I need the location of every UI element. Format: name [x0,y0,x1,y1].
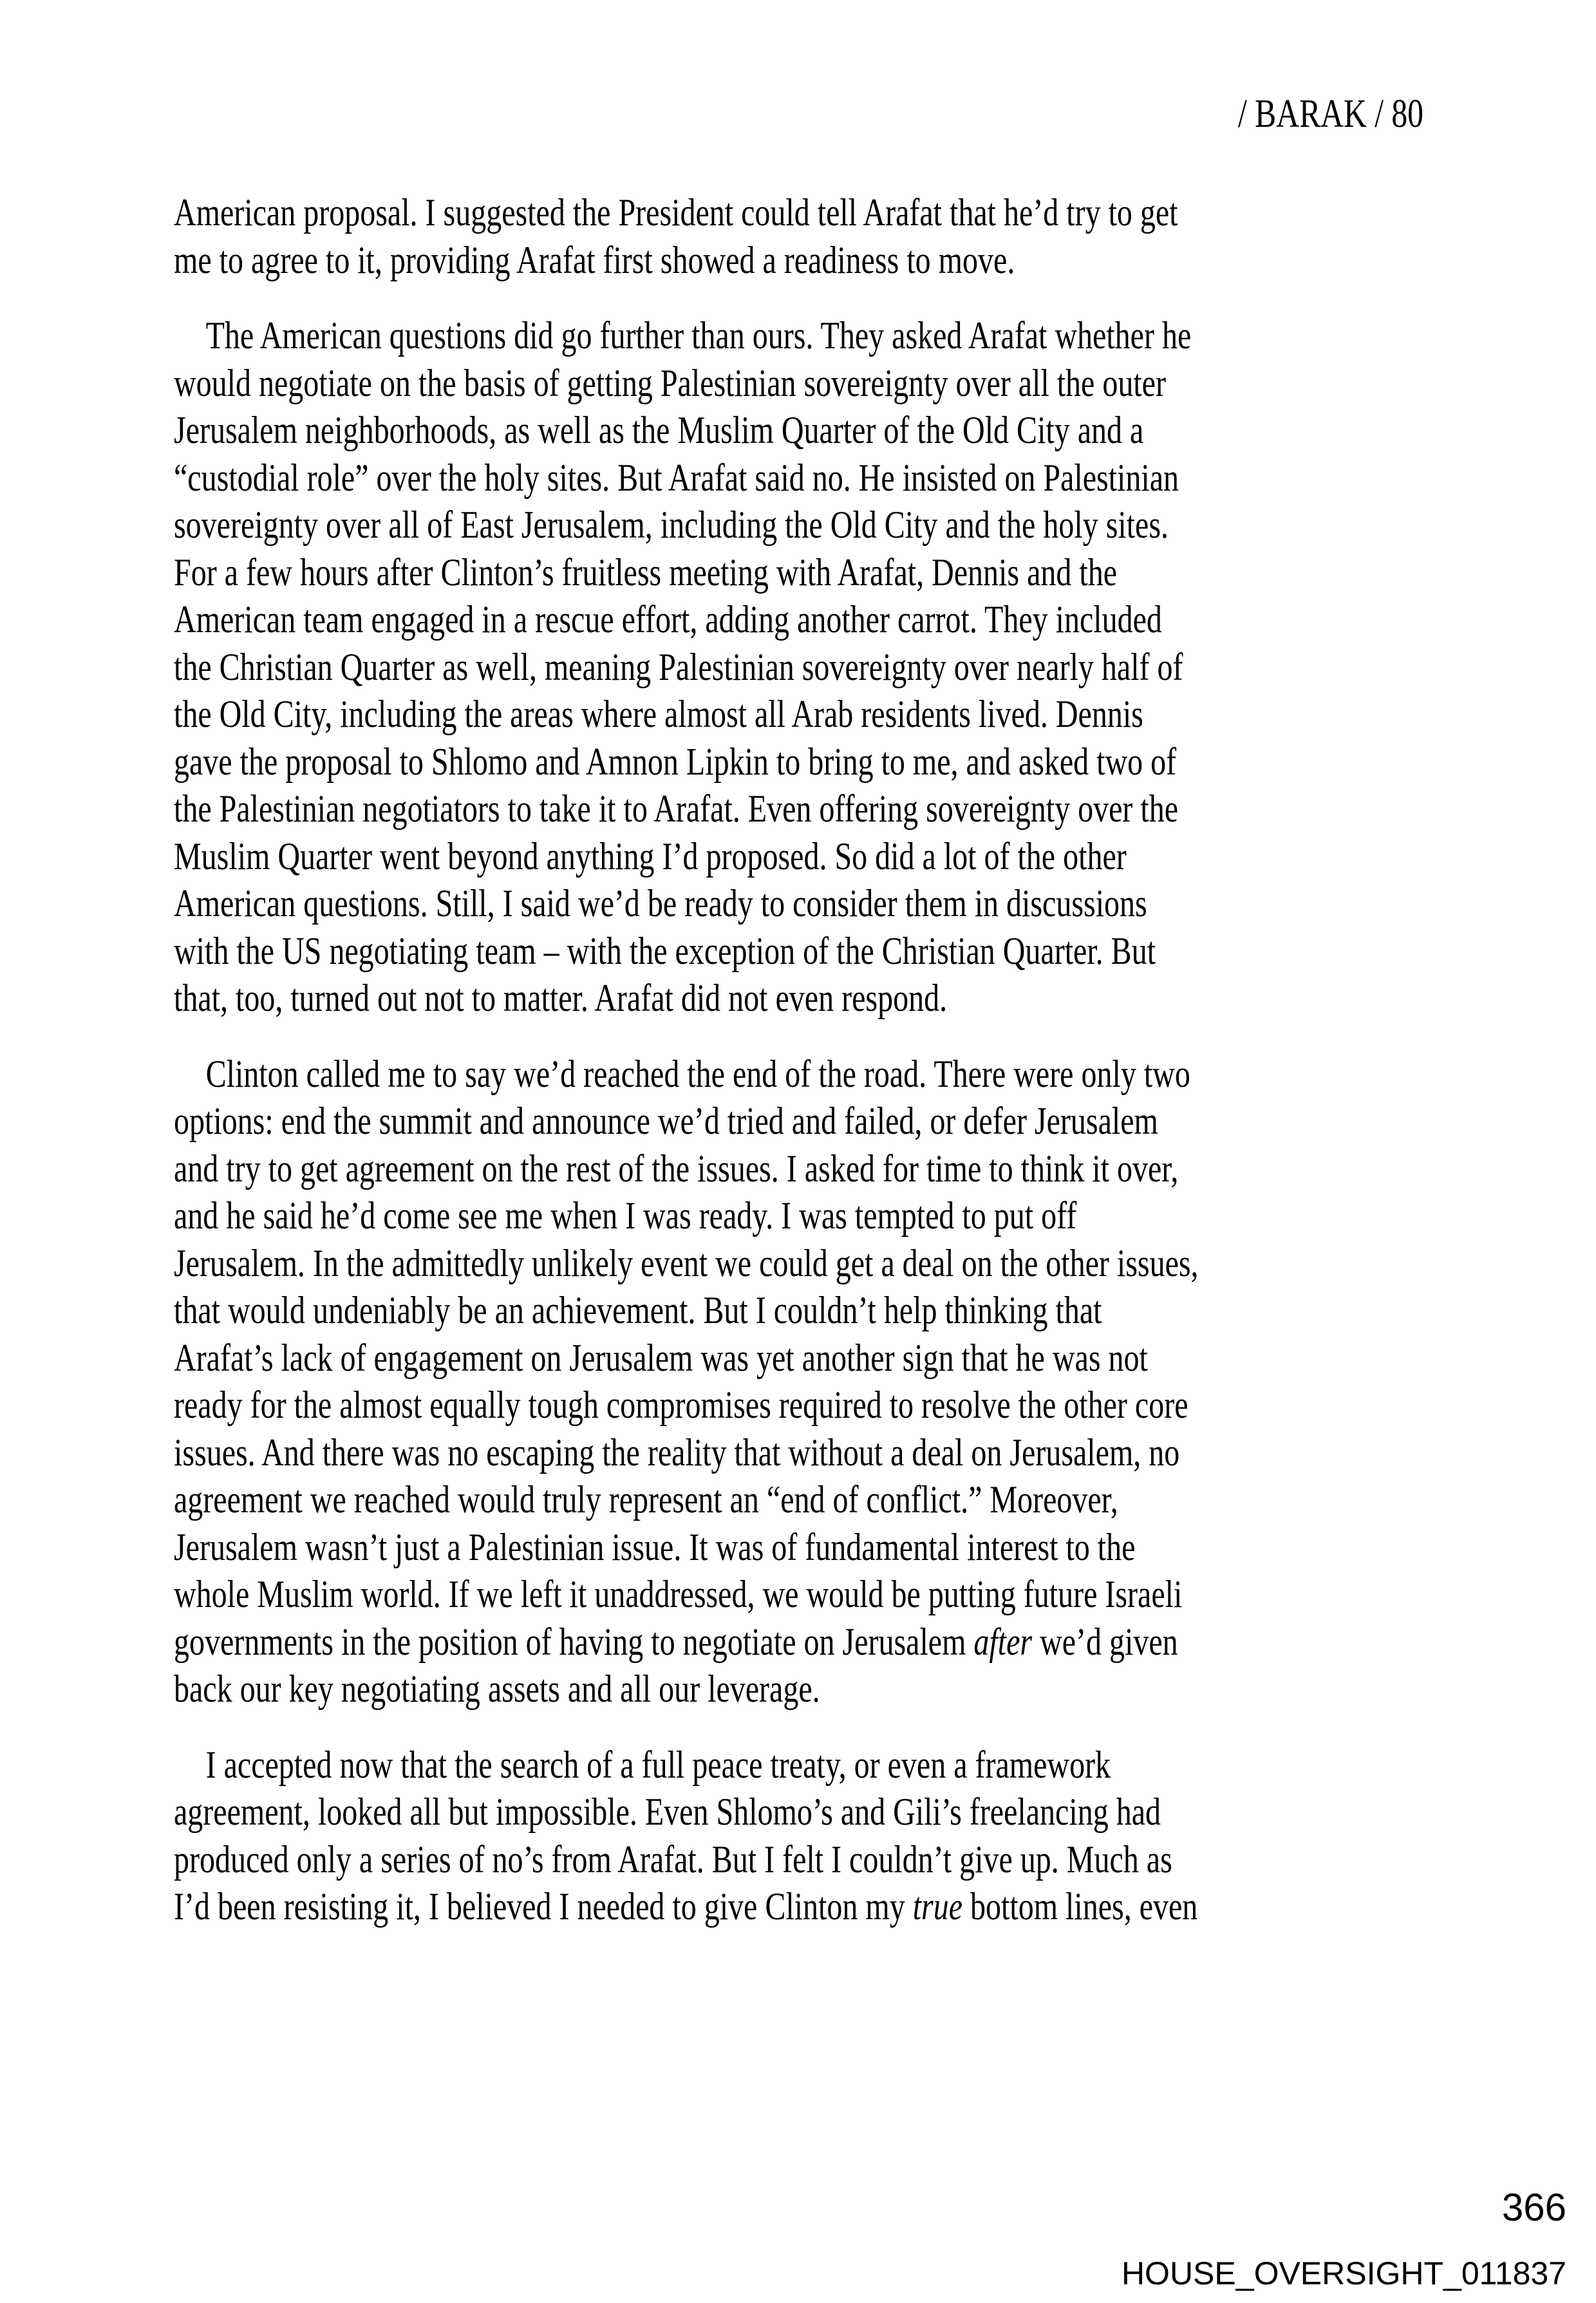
text-segment: “custodial role” over the holy sites. But Arafat said no. He insisted on Palestinian [174,456,1179,499]
text-line [174,738,1523,786]
text-line [174,1836,1523,1884]
text-segment: back our key negotiating assets and all our leverage. [174,1668,820,1710]
text-segment: For a few hours after Clinton’s fruitless meeting with Arafat, Dennis and the [174,550,1118,594]
text-line [174,1619,1523,1666]
text-segment: sovereignty over all of East Jerusalem, including the Old City and the holy sites. [174,503,1169,546]
italic-text: true [912,1885,963,1928]
text-segment: produced only a series of no’s from Arafat. But I felt I couldn’t give up. Much as [174,1838,1172,1881]
text-line [174,360,1523,408]
text-segment: and try to get agreement on the rest of the issues. I asked for time to think it over, [174,1147,1179,1190]
body-text [174,189,1523,1931]
text-line [174,1742,1523,1789]
text-line [174,455,1523,502]
text-segment: issues. And there was no escaping the reality that without a deal on Jerusalem, no [174,1431,1180,1474]
text-segment: with the US negotiating team – with the exception of the Christian Quarter. But [174,929,1156,972]
text-segment: Clinton called me to say we’d reached the end of the road. There were only two [205,1052,1190,1095]
text-segment: I accepted now that the search of a full peace treaty, or even a framework [205,1743,1111,1786]
text-segment: that would undeniably be an achievement. But I couldn’t help thinking that [174,1289,1102,1331]
bates-number: HOUSE_OVERSIGHT_011837 [1121,2255,1566,2291]
text-segment: I’d been resisting it, I believed I needed to give Clinton my [174,1885,913,1928]
text-line [174,1145,1523,1193]
text-segment: the Christian Quarter as well, meaning Palestinian sovereignty over nearly half of [174,645,1183,688]
text-segment: American questions. Still, I said we’d be ready to consider them in discussions [174,882,1147,925]
text-segment: and he said he’d come see me when I was ready. I was tempted to put off [174,1194,1077,1237]
paragraph [174,312,1523,1022]
text-line [174,975,1523,1022]
text-line [174,237,1523,285]
text-line [174,1287,1523,1335]
text-line [174,1571,1523,1619]
text-line [174,1666,1523,1713]
text-segment: me to agree to it, providing Arafat first showed a readiness to move. [174,238,1015,281]
text-segment: agreement we reached would truly represent an “end of conflict.” Moreover, [174,1478,1118,1521]
text-segment: the Old City, including the areas where almost all Arab residents lived. Dennis [174,693,1143,735]
italic-text: after [973,1620,1033,1663]
text-line [174,596,1523,644]
paragraph [174,189,1523,284]
text-line [174,1098,1523,1145]
paragraph [174,1051,1523,1713]
text-segment: Jerusalem wasn’t just a Palestinian issue. It was of fundamental interest to the [174,1525,1136,1568]
text-line [174,1335,1523,1382]
text-segment: American team engaged in a rescue effort, adding another carrot. They included [174,598,1162,641]
text-segment: bottom lines, even [962,1885,1198,1928]
text-line [174,1051,1523,1098]
text-line [174,928,1523,975]
text-line [174,1883,1523,1931]
text-segment: whole Muslim world. If we left it unaddressed, we would be putting future Israeli [174,1573,1183,1615]
page-number: 366 [1501,2186,1566,2229]
text-segment: Jerusalem neighborhoods, as well as the Muslim Quarter of the Old City and a [174,409,1144,451]
text-segment: Arafat’s lack of engagement on Jerusalem was yet another sign that he was not [174,1336,1148,1379]
text-line [174,1382,1523,1429]
text-segment: governments in the position of having to negotiate on Jerusalem [174,1620,974,1663]
text-line [174,1789,1523,1836]
text-line [174,644,1523,691]
text-line [174,407,1523,455]
text-line [174,502,1523,549]
text-segment: The American questions did go further than ours. They asked Arafat whether he [205,314,1192,357]
text-segment: the Palestinian negotiators to take it to Arafat. Even offering sovereignty over the [174,787,1178,830]
text-line [174,1192,1523,1240]
text-segment: would negotiate on the basis of getting Palestinian sovereignty over all the outer [174,361,1166,404]
text-line [174,833,1523,881]
text-segment: we’d given [1032,1620,1178,1663]
text-line [174,785,1523,833]
text-line [174,1476,1523,1524]
text-line [174,880,1523,928]
text-segment: agreement, looked all but impossible. Even Shlomo’s and Gili’s freelancing had [174,1791,1161,1833]
text-segment: Jerusalem. In the admittedly unlikely event we could get a deal on the other issues, [174,1241,1199,1284]
text-line [174,691,1523,738]
text-line [174,1524,1523,1572]
text-segment: gave the proposal to Shlomo and Amnon Lipkin to bring to me, and asked two of [174,740,1177,783]
text-line [174,189,1523,237]
running-header: / BARAK / 80 [1238,92,1423,136]
text-line [174,312,1523,360]
text-segment: Muslim Quarter went beyond anything I’d proposed. So did a lot of the other [174,834,1127,878]
text-line [174,1240,1523,1288]
text-segment: options: end the summit and announce we’d tried and failed, or defer Jerusalem [174,1100,1158,1142]
text-segment: ready for the almost equally tough compromises required to resolve the other core [174,1384,1188,1426]
text-line [174,549,1523,597]
paragraph [174,1742,1523,1931]
text-segment: that, too, turned out not to matter. Arafat did not even respond. [174,977,948,1019]
text-line [174,1429,1523,1477]
text-segment: American proposal. I suggested the President could tell Arafat that he’d try to get [174,191,1178,234]
